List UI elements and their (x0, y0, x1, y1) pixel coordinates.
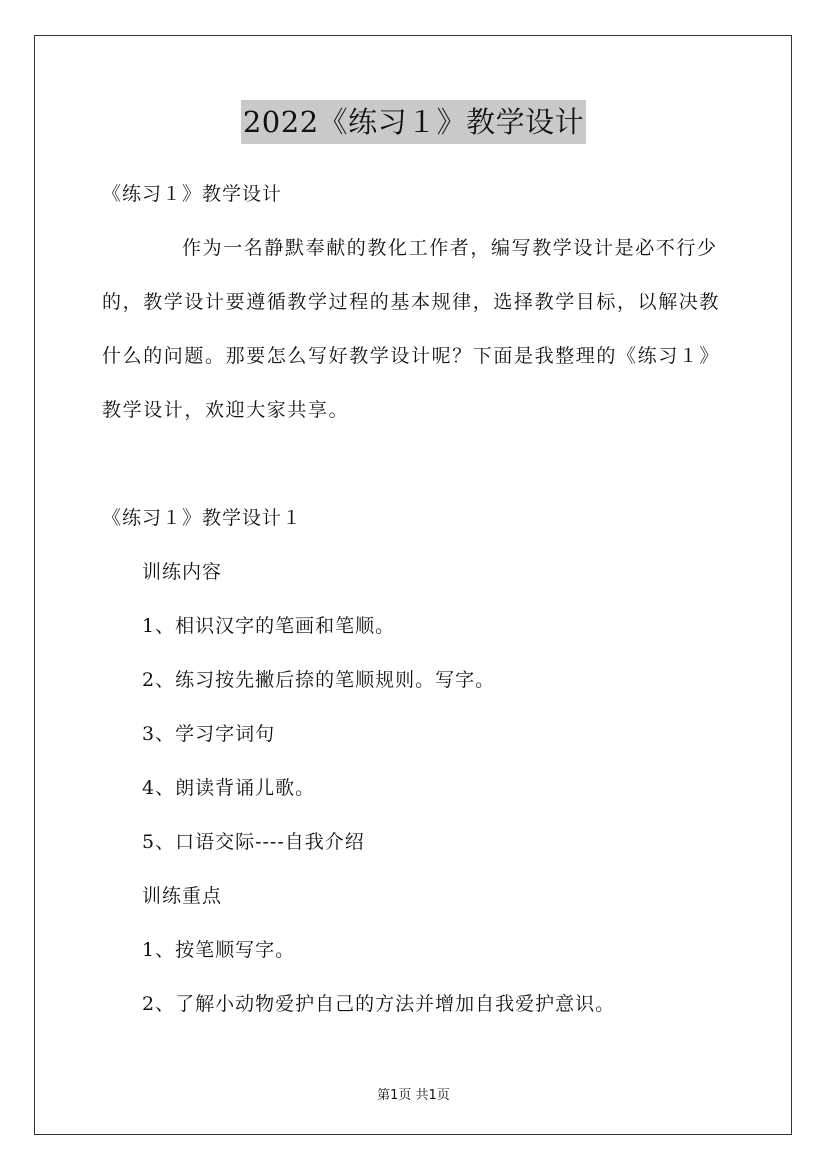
document-title-wrapper (0, 100, 827, 144)
section-heading: 《练习１》教学设计１ (102, 507, 303, 529)
content-item-1: 1、相识汉字的笔画和笔顺。 (142, 615, 396, 637)
document-title: 2022《练习１》教学设计 (241, 100, 586, 144)
intro-line-4: 教学设计，欢迎大家共享。 (102, 399, 350, 421)
content-item-4: 4、朗读背诵儿歌。 (142, 777, 316, 799)
focus-item-2: 2、了解小动物爱护自己的方法并增加自我爱护意识。 (142, 993, 616, 1015)
intro-line-1: 作为一名静默奉献的教化工作者，编写教学设计是必不行少 (182, 237, 718, 259)
page-footer: 第1页 共1页 (377, 1088, 450, 1103)
content-item-2: 2、练习按先撇后捺的笔顺规则。写字。 (142, 669, 496, 691)
content-item-3: 3、学习字词句 (142, 723, 276, 745)
intro-line-3: 什么的问题。那要怎么写好教学设计呢？下面是我整理的《练习１》 (102, 345, 721, 367)
focus-item-1: 1、按笔顺写字。 (142, 939, 296, 961)
intro-line-2: 的，教学设计要遵循教学过程的基本规律，选择教学目标，以解决教 (102, 291, 721, 313)
content-item-5: 5、口语交际----自我介绍 (142, 831, 365, 853)
focus-heading: 训练重点 (142, 885, 223, 907)
content-heading: 训练内容 (142, 561, 223, 583)
document-subtitle: 《练习１》教学设计 (102, 183, 283, 205)
